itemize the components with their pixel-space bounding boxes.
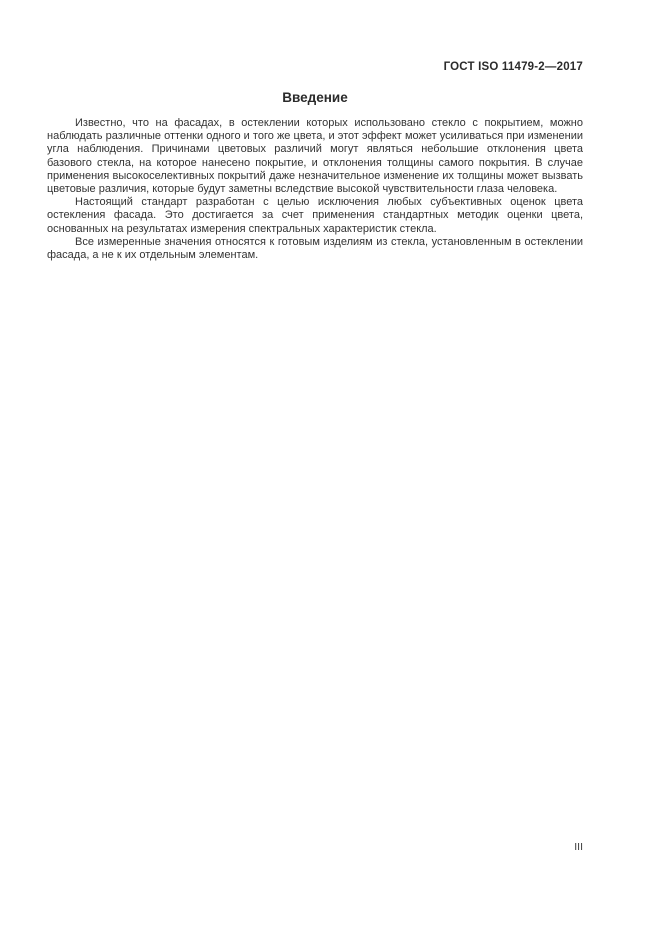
paragraph: Настоящий стандарт разработан с целью исключения любых субъективных оценок цвета остекления фасада. Это достигается за счет применения стандартных методик оценки цвета, основанных на результатах измерения спектральных характеристик стекла.: [47, 196, 583, 235]
page-number: III: [574, 841, 583, 853]
section-title-introduction: Введение: [282, 90, 348, 105]
paragraph: Известно, что на фасадах, в остеклении которых использовано стекло с покрытием, можно наблюдать различные оттенки одного и того же цвета, и этот эффект может усиливаться при изменении угла наблюдения. Причинами цветовых различий могут являться небольшие отклонения цвета базового стекла, на которое нанесено покрытие, и отклонения толщины самого покрытия. В случае применения высокоселективных покрытий даже незначительное изменение их толщины может вызвать цветовые различия, которые будут заметны вследствие высокой чувствительности глаза человека.: [47, 117, 583, 196]
paragraph: Все измеренные значения относятся к готовым изделиям из стекла, установленным в остеклении фасада, а не к их отдельным элементам.: [47, 235, 583, 262]
document-code-header: ГОСТ ISO 11479-2—2017: [443, 61, 583, 73]
body-text: [47, 117, 583, 262]
